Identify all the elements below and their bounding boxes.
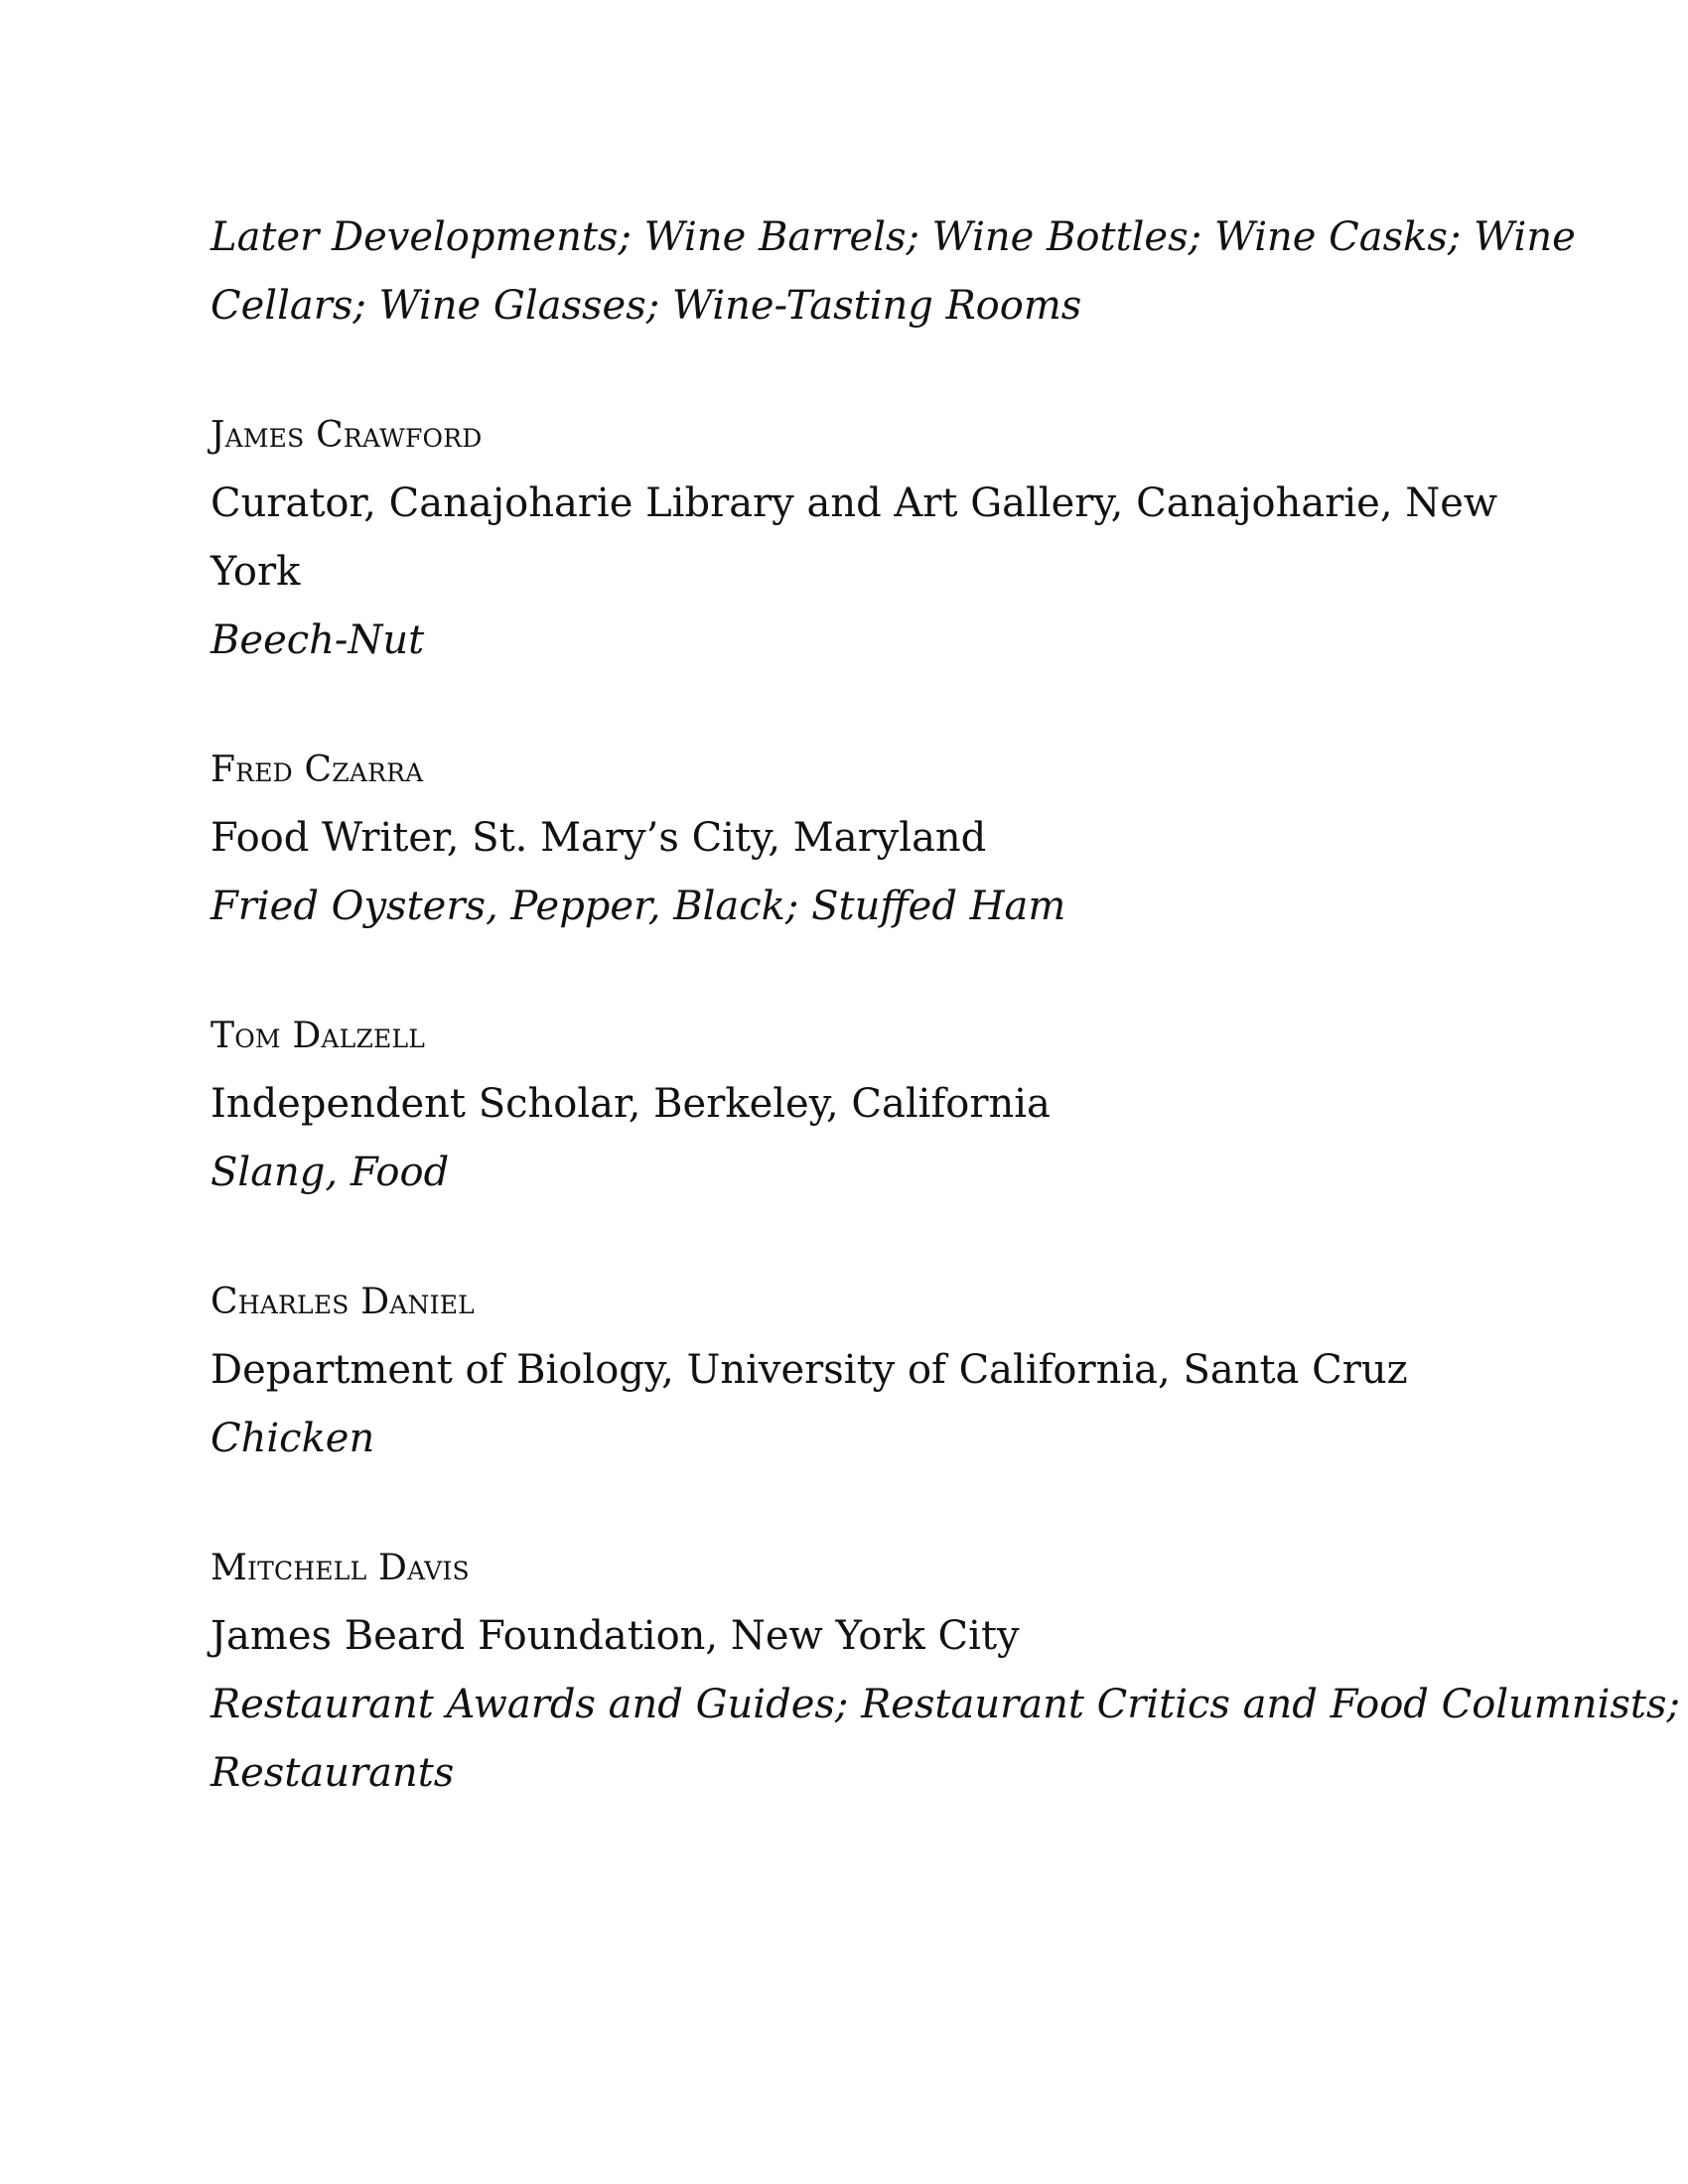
contributors-page: [211, 204, 1680, 1808]
contributor-articles: Fried Oysters, Pepper, Black; Stuffed Ham: [211, 884, 1066, 929]
spacer: [211, 341, 1501, 401]
contributor-name: James Crawford: [211, 415, 483, 456]
contributor-affiliation: Food Writer, St. Mary’s City, Maryland: [211, 815, 987, 861]
contributor-articles: Slang, Food: [211, 1150, 450, 1195]
contributor-name: Fred Czarra: [211, 750, 424, 790]
contributor-affiliation: Independent Scholar, Berkeley, California: [211, 1081, 1051, 1127]
article-list-line: Later Developments; Wine Barrels; Wine Bottles; Wine Casks; Wine: [211, 214, 1576, 260]
contributor-name: Tom Dalzell: [211, 1016, 426, 1056]
spacer: [211, 1473, 1501, 1534]
contributor-affiliation: James Beard Foundation, New York City: [211, 1613, 1020, 1659]
contributor-affiliation: York: [211, 549, 301, 595]
contributor-articles: Chicken: [211, 1416, 375, 1461]
spacer: [211, 675, 1501, 736]
article-list-line: Cellars; Wine Glasses; Wine-Tasting Rooms: [211, 283, 1082, 329]
contributor-articles: Restaurants: [211, 1750, 455, 1796]
contributor-entry: [211, 1268, 1501, 1473]
intro-articles: [211, 204, 1576, 341]
spacer: [211, 941, 1501, 1002]
contributor-affiliation: Department of Biology, University of California, Santa Cruz: [211, 1347, 1408, 1393]
contributor-affiliation: Curator, Canajoharie Library and Art Gallery, Canajoharie, New: [211, 480, 1498, 526]
contributor-articles: Beech-Nut: [211, 617, 425, 663]
contributor-articles: Restaurant Awards and Guides; Restaurant Critics and Food Columnists;: [211, 1682, 1680, 1727]
spacer: [211, 1207, 1501, 1268]
contributor-entry: [211, 1002, 1501, 1207]
contributor-entry: [211, 401, 1501, 675]
contributor-entry: [211, 736, 1501, 941]
contributor-name: Charles Daniel: [211, 1282, 475, 1322]
contributor-entry: [211, 1534, 1680, 1808]
contributor-name: Mitchell Davis: [211, 1548, 470, 1588]
